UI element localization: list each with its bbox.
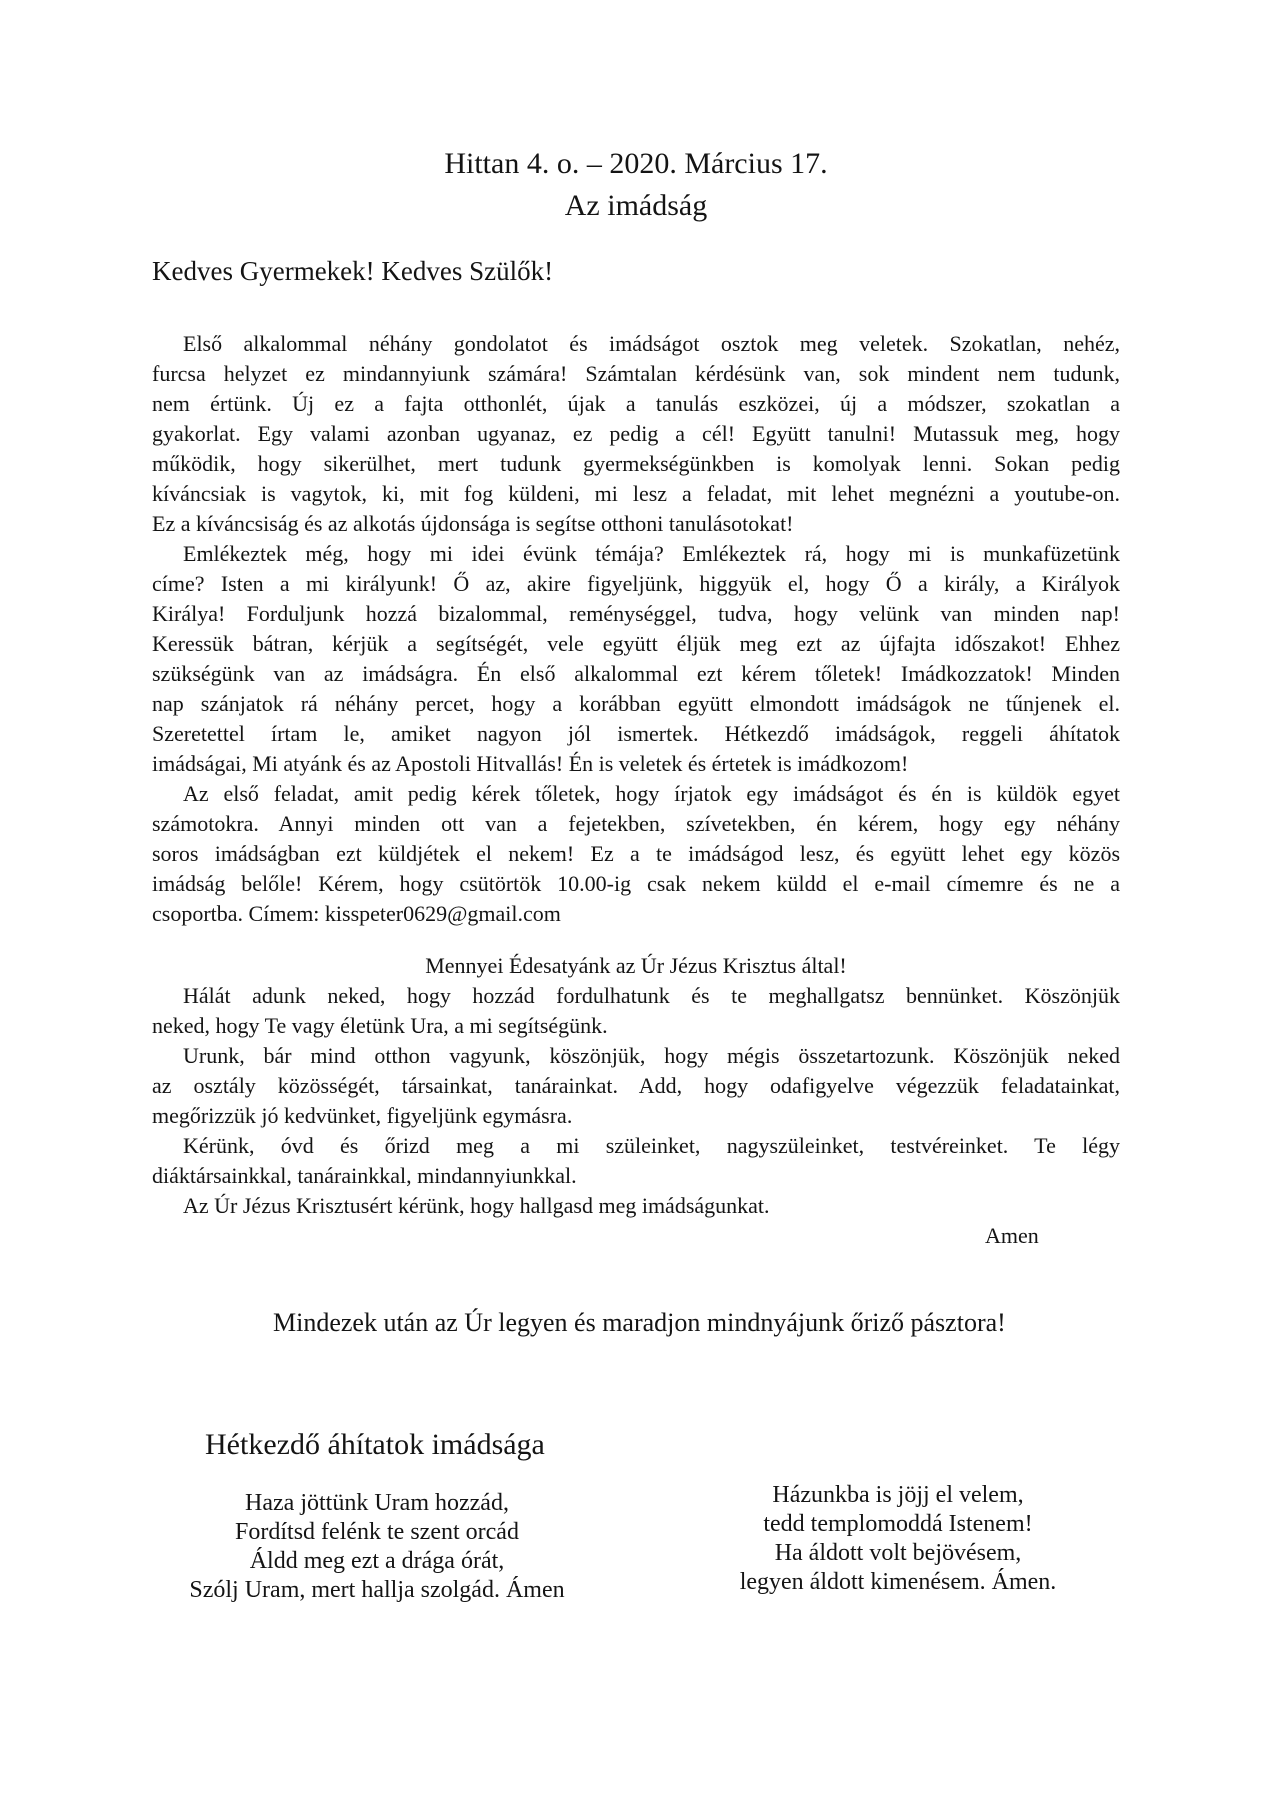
prayer-line: megőrizzük jó kedvünket, figyeljünk egymásra. [152, 1103, 573, 1128]
greeting-line: Kedves Gyermekek! Kedves Szülők! [152, 256, 554, 286]
paragraph-2-line: Királya! Forduljunk hozzá bizalommal, reménységgel, tudva, hogy velünk van minden nap! [152, 601, 1120, 626]
paragraph-3-line: imádság belőle! Kérem, hogy csütörtök 10.00-ig csak nekem küldd el e-mail címemre és ne a [152, 871, 1120, 896]
paragraph-2-line: szükségünk van az imádságra. Én első alkalommal ezt kérem tőletek! Imádkozzatok! Minden [152, 661, 1120, 686]
poem-right-line: Ha áldott volt bejövésem, [774, 1540, 1022, 1566]
poem-left-line: Fordítsd felénk te szent orcád [235, 1519, 519, 1545]
prayer-line: Kérünk, óvd és őrizd meg a mi szüleinket, nagyszüleinket, testvéreinket. Te légy [183, 1133, 1120, 1158]
poem-right-line: tedd templomoddá Istenem! [763, 1511, 1033, 1537]
paragraph-1-line: kíváncsiak is vagytok, ki, mit fog küldeni, mi lesz a feladat, mit lehet megnézni a youtube-on. [152, 481, 1120, 506]
poem-right [670, 1481, 1126, 1597]
amen-line: Amen [985, 1223, 1039, 1248]
prayer-line: Urunk, bár mind otthon vagyunk, köszönjük, hogy mégis összetartozunk. Köszönjük neked [183, 1043, 1120, 1068]
paragraph-1-line: furcsa helyzet ez mindannyiunk számára! Számtalan kérdésünk van, sok mindent nem tudunk, [152, 361, 1120, 386]
poem-left-line: Áldd meg ezt a drága órát, [249, 1548, 505, 1574]
paragraph-3-line: Az első feladat, amit pedig kérek tőletek, hogy írjatok egy imádságot és én is küldök egyet [183, 781, 1120, 806]
paragraph-1-line: működik, hogy sikerülhet, mert tudunk gyermekségünkben is komolyak lenni. Sokan pedig [152, 451, 1120, 476]
paragraph-2-line: Keressük bátran, kérjük a segítségét, vele együtt éljük meg ezt az újfajta időszakot! Ehhez [152, 631, 1120, 656]
paragraph-1-line: nem értünk. Új ez a fajta otthonlét, újak a tanulás eszközei, új a módszer, szokatlan a [152, 391, 1120, 416]
paragraph-1-line: gyakorlat. Egy valami azonban ugyanaz, ez pedig a cél! Együtt tanulni! Mutassuk meg, hogy [152, 421, 1120, 446]
title-line-1: Hittan 4. o. – 2020. Március 17. [444, 147, 828, 180]
paragraph-2-line: Emlékeztek még, hogy mi idei évünk témája? Emlékeztek rá, hogy mi is munkafüzetünk [183, 541, 1120, 566]
paragraph-3-line-email: csoportba. Címem: kisspeter0629@gmail.com [152, 901, 561, 926]
prayer-line: Hálát adunk neked, hogy hozzád fordulhatunk és te meghallgatsz bennünket. Köszönjük [183, 983, 1120, 1008]
prayer-title: Mennyei Édesatyánk az Úr Jézus Krisztus által! [425, 953, 847, 978]
poem-left [152, 1489, 602, 1605]
paragraph-1-line: Ez a kíváncsiság és az alkotás újdonsága is segítse otthoni tanulásotokat! [152, 511, 794, 536]
title-line-2: Az imádság [564, 189, 708, 222]
prayer-line: diáktársainkkal, tanárainkkal, mindannyiunkkal. [152, 1163, 577, 1188]
paragraph-3-line: soros imádságban ezt küldjétek el nekem! Ez a te imádságod lesz, és együtt lehet egy közös [152, 841, 1120, 866]
prayer-body [152, 981, 1120, 1251]
poem-left-line: Szólj Uram, mert hallja szolgád. Ámen [189, 1577, 565, 1603]
poem-right-line: legyen áldott kimenésem. Ámen. [739, 1569, 1057, 1595]
poem-right-line: Házunkba is jöjj el velem, [772, 1482, 1024, 1508]
prayer-line: az osztály közösségét, társainkat, tanárainkat. Add, hogy odafigyelve végezzük feladatainkat, [152, 1073, 1120, 1098]
section-heading: Hétkezdő áhítatok imádsága [205, 1428, 545, 1461]
paragraph-2-line: Szeretettel írtam le, amiket nagyon jól ismertek. Hétkezdő imádságok, reggeli áhítatok [152, 721, 1120, 746]
shepherd-closing-line: Mindezek után az Úr legyen és maradjon mindnyájunk őriző pásztora! [273, 1308, 1006, 1337]
prayer-line: neked, hogy Te vagy életünk Ura, a mi segítségünk. [152, 1013, 608, 1038]
paragraph-2-line: nap szánjatok rá néhány percet, hogy a korábban együtt elmondott imádságok ne tűnjenek el. [152, 691, 1120, 716]
document-title [152, 143, 1120, 227]
letter-body [152, 329, 1120, 929]
paragraph-1-line: Első alkalommal néhány gondolatot és imádságot osztok meg veletek. Szokatlan, nehéz, [183, 331, 1120, 356]
paragraph-2-line: imádságai, Mi atyánk és az Apostoli Hitvallás! Én is veletek és értetek is imádkozom! [152, 751, 909, 776]
prayer-line: Az Úr Jézus Krisztusért kérünk, hogy hallgasd meg imádságunkat. [183, 1193, 770, 1218]
paragraph-2-line: címe? Isten a mi királyunk! Ő az, akire figyeljünk, higgyük el, hogy Ő a király, a Királyok [152, 571, 1120, 596]
paragraph-3-line: számotokra. Annyi minden ott van a fejetekben, szívetekben, én kérem, hogy egy néhány [152, 811, 1120, 836]
poem-left-line: Haza jöttünk Uram hozzád, [245, 1490, 509, 1516]
